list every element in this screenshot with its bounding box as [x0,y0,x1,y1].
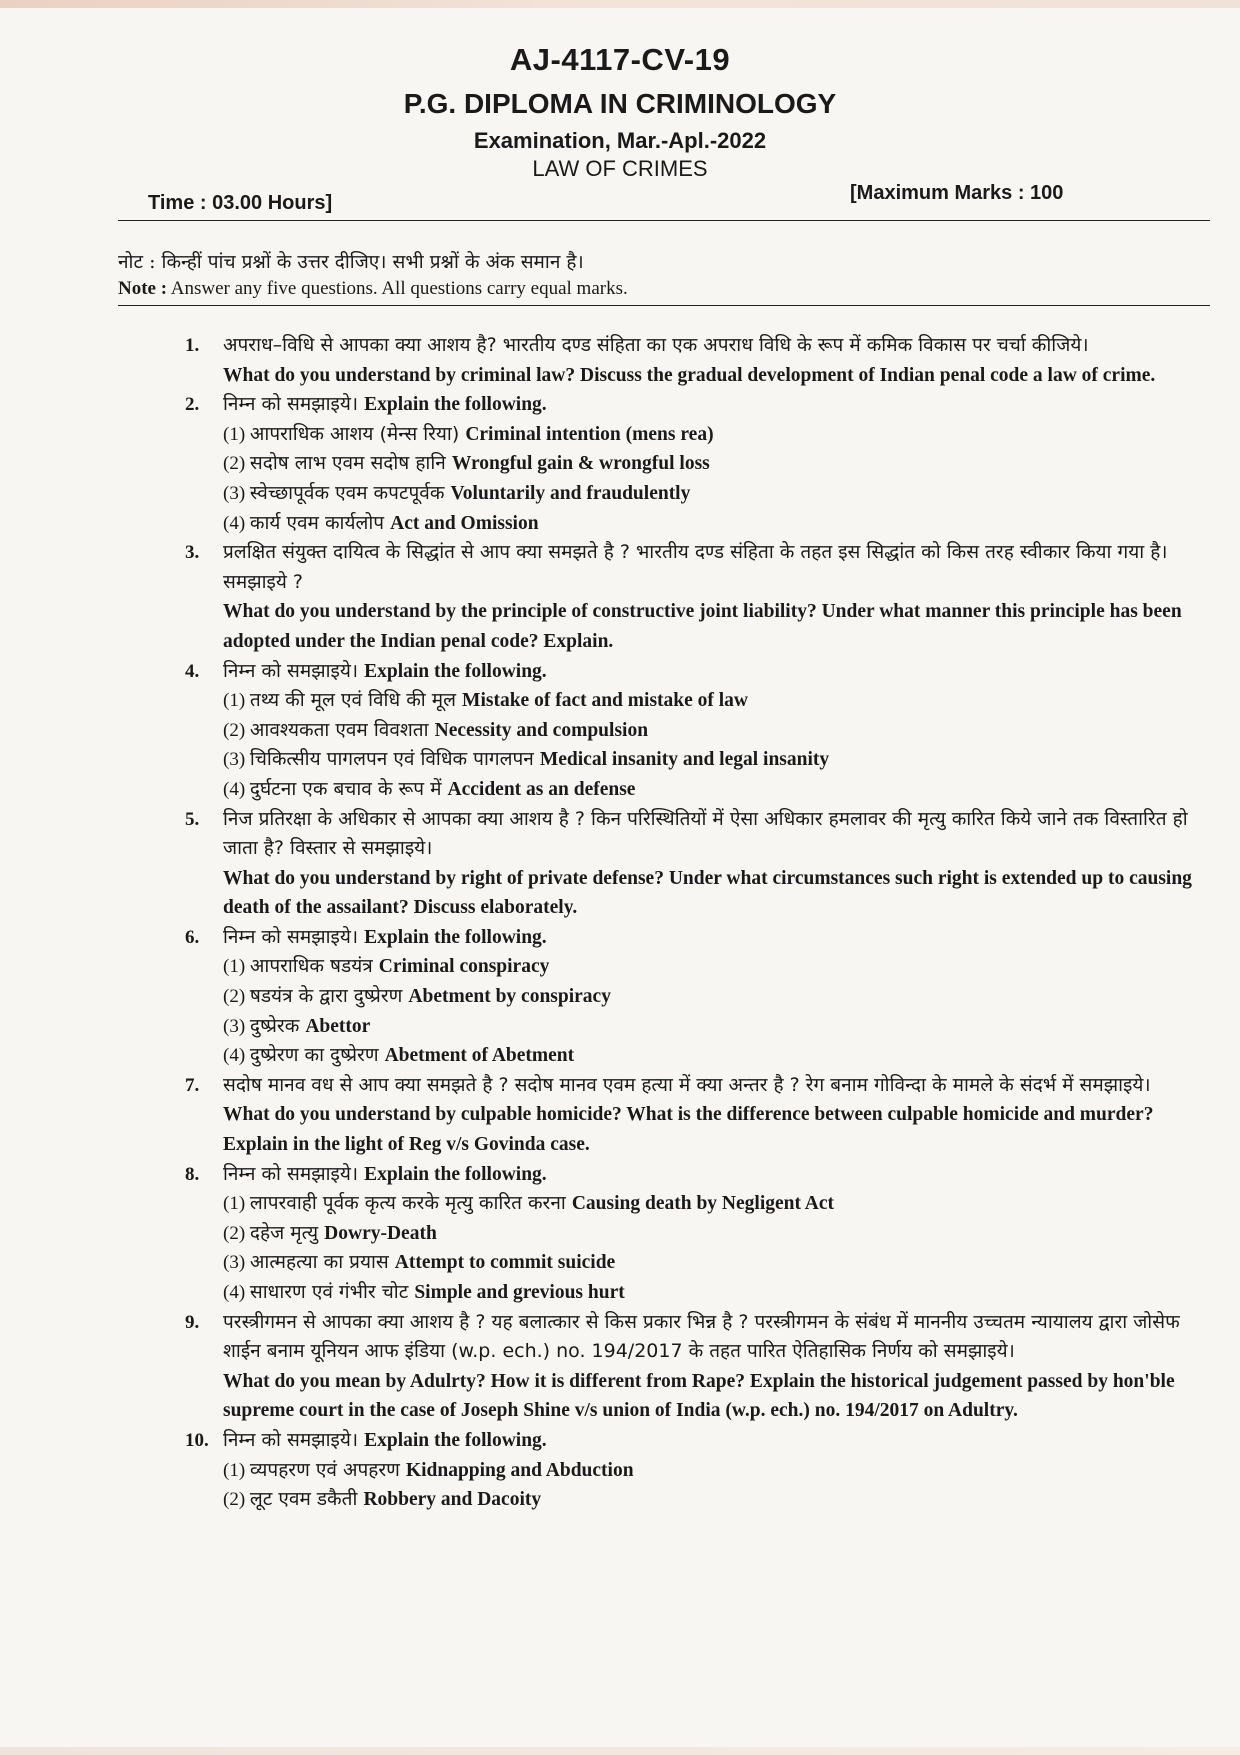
sub-item-english: Necessity and compulsion [434,719,649,741]
prompt-hindi: निम्न को समझाइये। [223,1428,365,1451]
question-number: 1. [185,335,200,356]
sub-item-number: (2) [223,1222,250,1244]
sub-item [223,1456,1195,1486]
sub-item-hindi: सदोष लाभ एवम सदोष हानि [249,452,452,475]
sub-item-english: Mistake of fact and mistake of law [462,690,749,712]
sub-item [223,716,1195,746]
question-number: 7. [185,1074,200,1096]
sub-item-hindi: व्यपहरण एवं अपहरण [249,1458,406,1481]
note-label: Note : [118,278,168,299]
sub-item [223,1189,1195,1219]
sub-item-english: Attempt to commit suicide [394,1252,616,1274]
time-allowed: Time : 03.00 Hours] [148,192,333,214]
exam-session: Examination, Mar.-Apl.-2022 [473,128,767,153]
question-prompt [223,657,1195,687]
sub-item-english: Voluntarily and fraudulently [450,482,691,504]
question-english: What do you mean by Adulrty? How it is different from Rape? Explain the historical judgement passed by hon'ble supreme court in the case of Joseph Shine v/s union of India (w.p. ech.) no. 194/2017 on Adultry. [223,1370,1175,1422]
sub-item [223,420,1195,450]
subject-title: LAW OF CRIMES [532,156,708,181]
course-title: P.G. DIPLOMA IN CRIMINOLOGY [403,88,837,119]
divider-top [118,220,1210,221]
question-hindi: अपराध–विधि से आपका क्या आशय है? भारतीय दण्ड संहिता का एक अपराध विधि के रूप में कमिक विकास पर चर्चा कीजिये। [223,334,1089,356]
question-6 [185,923,1195,1071]
sub-item-hindi: लापरवाही पूर्वक कृत्य करके मृत्यु कारित करना [249,1192,572,1215]
sub-item-number: (4) [223,778,250,800]
sub-item [223,982,1195,1012]
prompt-english: Explain the following. [364,926,547,948]
question-9 [185,1308,1195,1426]
scan-edge-top [0,0,1240,8]
question-number: 8. [185,1163,200,1185]
sub-item-english: Kidnapping and Abduction [405,1459,634,1481]
sub-item-hindi: आवश्यकता एवम विवशता [249,718,435,741]
sub-item-number: (4) [223,512,250,534]
question-hindi: प्रलक्षित संयुक्त दायित्व के सिद्धांत से आप क्या समझते है ? भारतीय दण्ड संहिता के तहत इस सिद्धांत को किस तरह स्वीकार किया गया है। समझाइये ? [223,541,1168,593]
question-5 [185,805,1195,923]
sub-item-english: Act and Omission [390,512,539,534]
sub-item-number: (4) [223,1045,250,1067]
prompt-hindi: निम्न को समझाइये। [223,925,365,948]
question-prompt [223,923,1195,953]
sub-item [223,509,1195,539]
sub-item-hindi: आत्महत्या का प्रयास [249,1251,395,1274]
sub-item-hindi: तथ्य की मूल एवं विधि की मूल [249,689,463,712]
prompt-english: Explain the following. [364,1429,547,1451]
sub-item-english: Causing death by Negligent Act [571,1193,835,1215]
sub-item-english: Simple and grevious hurt [414,1282,625,1303]
question-english: What do you understand by the principle of constructive joint liability? Under what manner this principle has been adopted under the Indian penal code? Explain. [223,601,1182,652]
sub-item [223,1485,1195,1515]
sub-item [223,1278,1195,1308]
question-3 [185,538,1195,656]
sub-item-number: (1) [223,956,250,978]
sub-item-number: (3) [223,749,250,771]
question-number: 9. [185,1311,200,1333]
sub-item-hindi: चिकित्सीय पागलपन एवं विधिक पागलपन [249,748,540,771]
sub-item-number: (1) [223,690,250,712]
sub-item [223,1012,1195,1042]
question-prompt [223,390,1195,420]
question-number: 5. [185,808,200,830]
question-number: 3. [185,542,200,564]
sub-item [223,952,1195,982]
sub-item-hindi: लूट एवम डकैती [249,1488,364,1511]
sub-item [223,449,1195,479]
prompt-english: Explain the following. [364,660,547,682]
sub-item-english: Accident as an defense [447,778,636,800]
sub-item-number: (2) [223,719,250,741]
sub-item-number: (3) [223,1252,250,1274]
note-hindi: नोट : किन्हीं पांच प्रश्नों के उत्तर दीजिए। सभी प्रश्नों के अंक समान है। [118,251,584,273]
sub-item-hindi: आपराधिक षडयंत्र [249,955,379,978]
question-number: 6. [185,926,200,948]
question-7 [185,1071,1195,1160]
maximum-marks: [Maximum Marks : 100 [850,182,1064,204]
sub-item-number: (2) [223,986,250,1008]
sub-item-number: (3) [223,1015,250,1037]
question-2 [185,390,1195,538]
sub-item-hindi: कार्य एवम कार्यलोप [249,511,391,534]
question-prompt [223,1160,1195,1190]
scan-edge-bottom [0,1747,1240,1755]
sub-item [223,479,1195,509]
paper-code: AJ-4117-CV-19 [509,42,731,77]
sub-item-hindi: स्वेच्छापूर्वक एवम कपटपूर्वक [249,481,451,504]
sub-item [223,775,1195,805]
question-1 [185,331,1195,390]
question-number: 4. [185,660,200,682]
question-list [185,331,1195,1515]
sub-item-hindi: षडयंत्र के द्वारा दुष्प्रेरण [249,985,409,1008]
note-english [118,278,628,300]
sub-item [223,1041,1195,1071]
sub-item-number: (2) [223,1489,250,1511]
question-prompt [223,1426,1195,1456]
question-hindi: परस्त्रीगमन से आपका क्या आशय है ? यह बलात्कार से किस प्रकार भिन्न है ? परस्त्रीगमन के संबंध में माननीय उच्चतम न्यायालय द्वारा जोसेफ शाईन बनाम यूनियन आफ इंडिया (w.p. ech.) no. 194/2017 के तहत पारित ऐतिहासिक निर्णय को समझाइये। [223,1310,1180,1363]
sub-item-number: (1) [223,1459,250,1481]
sub-item-hindi: दुष्प्रेरण का दुष्प्रेरण [249,1044,385,1067]
question-number: 10. [185,1429,209,1451]
prompt-hindi: निम्न को समझाइये। [223,393,365,416]
sub-item-number: (4) [223,1282,250,1303]
sub-item-english: Dowry-Death [324,1222,437,1244]
sub-item-hindi: दुर्घटना एक बचाव के रूप में [249,777,448,800]
sub-item-number: (1) [223,423,250,445]
prompt-hindi: निम्न को समझाइये। [223,659,365,682]
prompt-hindi: निम्न को समझाइये। [223,1162,365,1185]
question-english: What do you understand by criminal law? Discuss the gradual development of Indian penal code a law of crime. [223,364,1156,386]
question-number: 2. [185,394,200,416]
sub-item-hindi: दहेज मृत्यु [249,1221,325,1244]
sub-item-hindi: दुष्प्रेरक [249,1014,306,1037]
question-hindi: निज प्रतिरक्षा के अधिकार से आपका क्या आशय है ? किन परिस्थितियों में ऐसा अधिकार हमलावर की मृत्यु कारित किये जाने तक विस्तारित हो जाता है? विस्तार से समझाइये। [223,807,1188,860]
question-10 [185,1426,1195,1515]
sub-item [223,686,1195,716]
sub-item-english: Medical insanity and legal insanity [539,749,830,771]
sub-item-number: (2) [223,453,250,475]
sub-item-english: Criminal intention (mens rea) [465,423,714,445]
question-english: What do you understand by culpable homicide? What is the difference between culpable homicide and murder? Explain in the light of Reg v/s Govinda case. [223,1104,1154,1156]
sub-item [223,1248,1195,1278]
question-4 [185,657,1195,805]
question-hindi: सदोष मानव वध से आप क्या समझते है ? सदोष मानव एवम हत्या में क्या अन्तर है ? रेग बनाम गोविन्दा के मामले के संदर्भ में समझाइये। [223,1073,1151,1096]
sub-item [223,745,1195,775]
sub-item-hindi: आपराधिक आशय (मेन्स रिया) [249,422,466,445]
question-english: What do you understand by right of private defense? Under what circumstances such right is extended up to causing death of the assailant? Discuss elaborately. [223,867,1192,919]
divider-bottom [118,305,1210,306]
sub-item-english: Abettor [305,1015,371,1037]
sub-item-number: (1) [223,1193,250,1215]
sub-item-hindi: साधारण एवं गंभीर चोट [249,1281,415,1303]
sub-item-english: Abetment of Abetment [384,1045,575,1067]
sub-item [223,1219,1195,1249]
sub-item-number: (3) [223,482,250,504]
sub-item-english: Criminal conspiracy [378,956,550,978]
prompt-english: Explain the following. [364,394,547,416]
sub-item-english: Robbery and Dacoity [363,1489,542,1511]
note-text: Answer any five questions. All questions carry equal marks. [167,278,628,299]
prompt-english: Explain the following. [364,1163,547,1185]
sub-item-english: Wrongful gain & wrongful loss [451,453,710,475]
sub-item-english: Abetment by conspiracy [408,986,611,1008]
question-8 [185,1160,1195,1308]
